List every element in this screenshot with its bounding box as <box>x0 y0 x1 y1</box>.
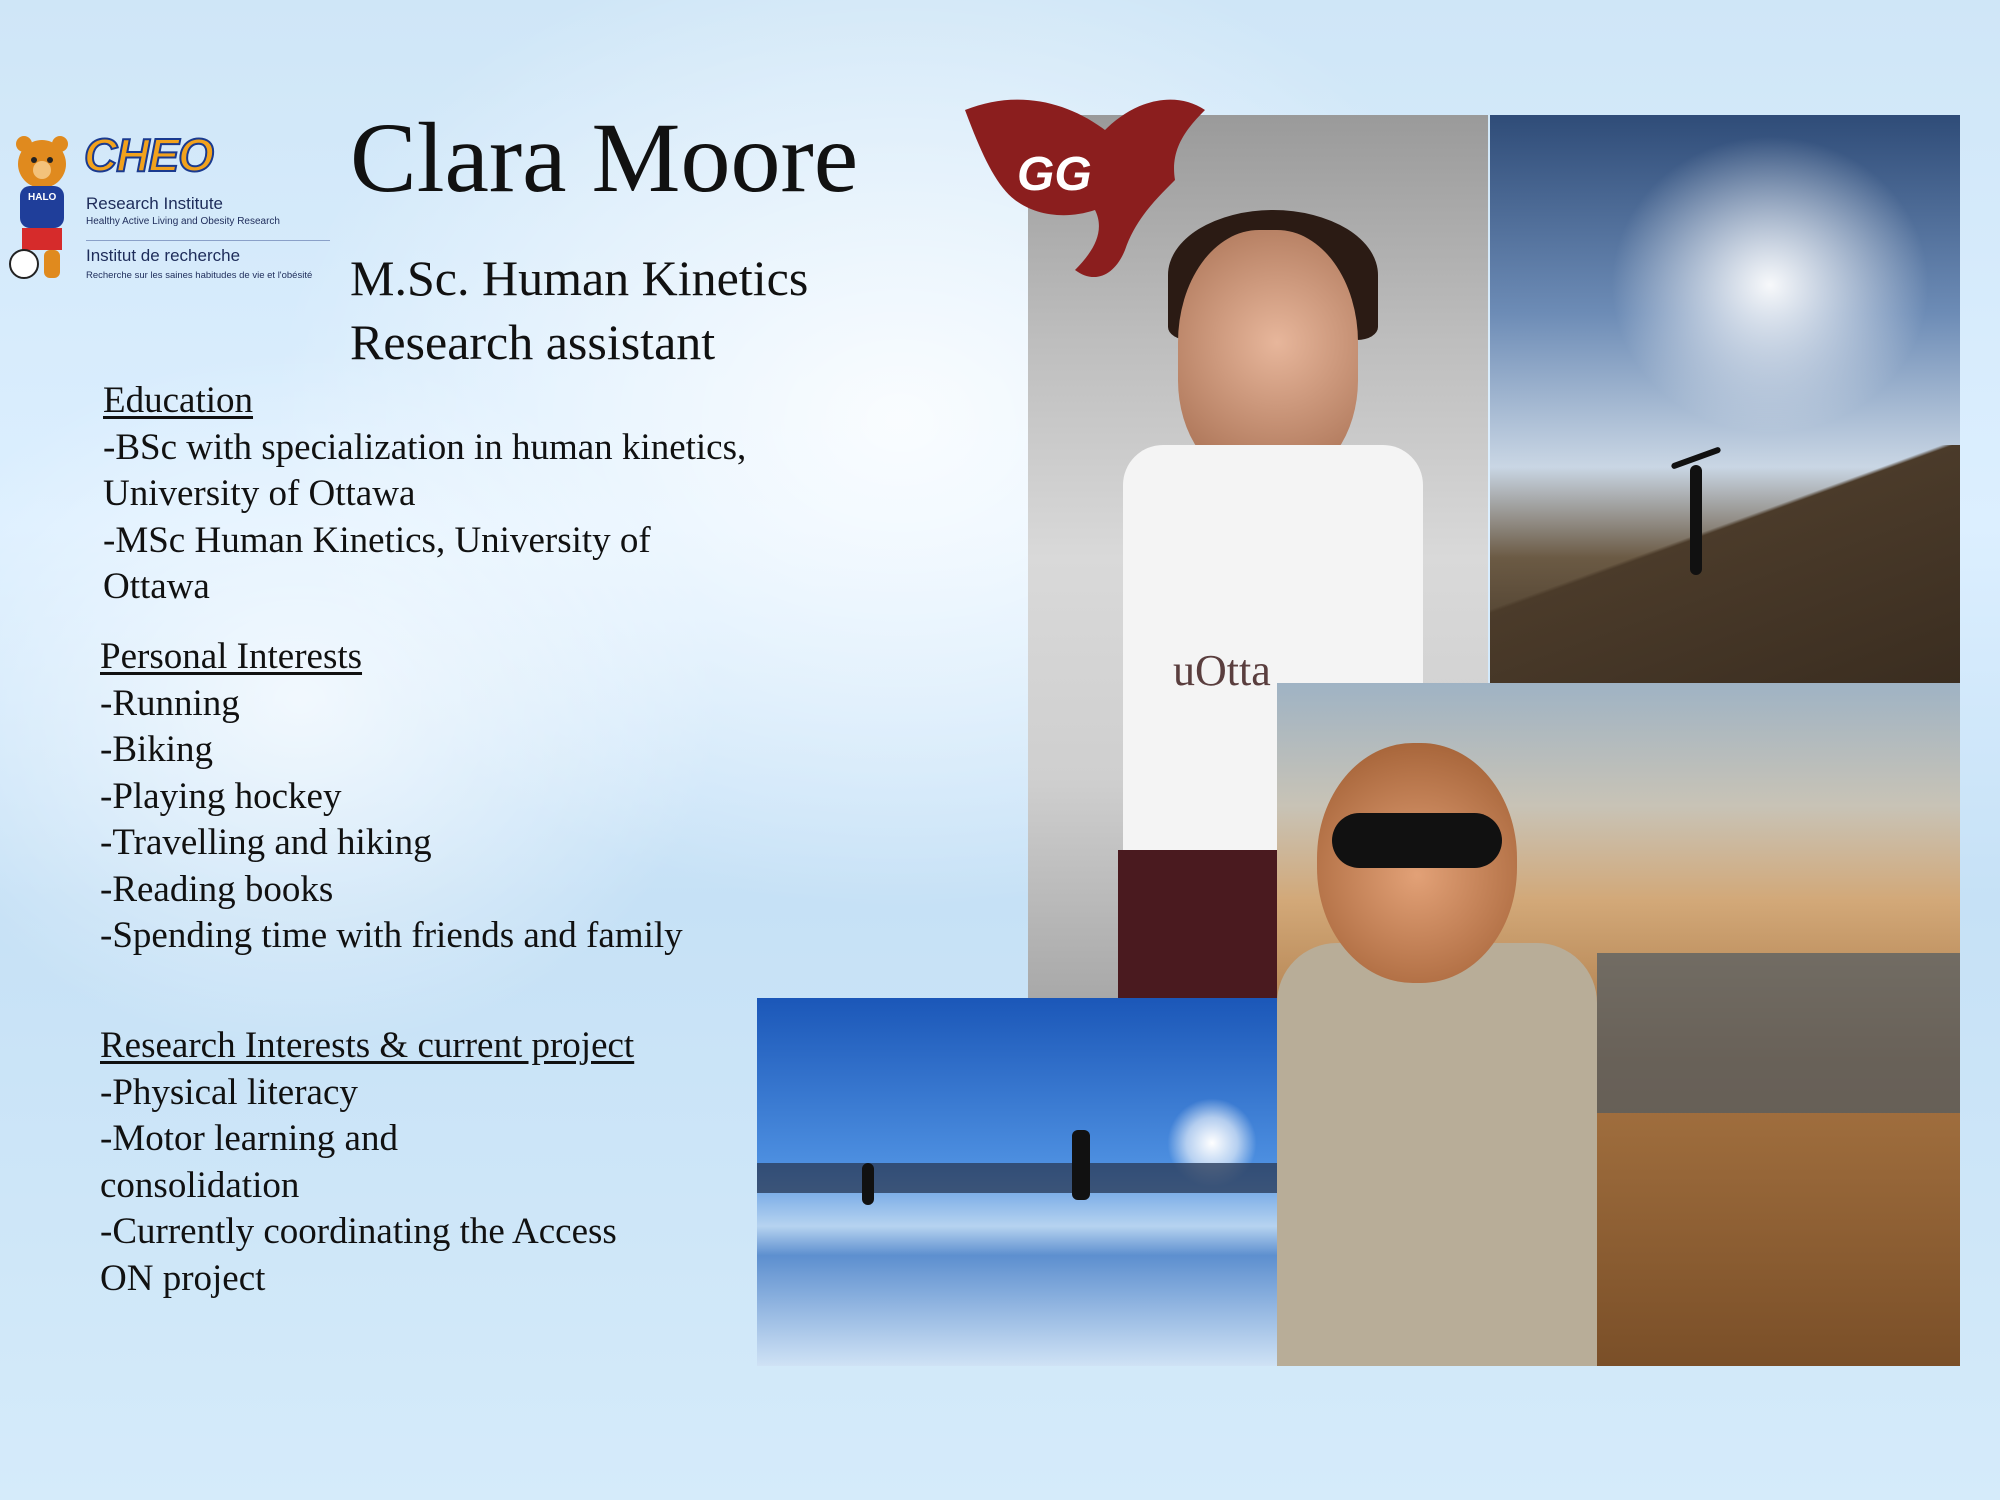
role-title: Research assistant <box>350 314 716 370</box>
personal-interests-section <box>100 634 683 960</box>
research-item: -Currently coordinating the Access <box>100 1211 617 1252</box>
mountain-hiker-photo <box>1490 115 1960 683</box>
education-line: Ottawa <box>103 566 210 607</box>
distant-hills <box>757 1163 1277 1193</box>
education-line: University of Ottawa <box>103 473 416 514</box>
research-item: -Motor learning and <box>100 1118 398 1159</box>
runner-shirt-text: uOtta <box>1173 646 1271 695</box>
interest-item: -Biking <box>100 729 214 770</box>
sunglasses <box>1332 813 1502 868</box>
mascot-label: HALO <box>28 192 57 203</box>
interest-item: -Spending time with friends and family <box>100 915 683 956</box>
logo-line-recherche: Recherche sur les saines habitudes de vie et l'obésité <box>86 270 313 281</box>
hockey-player-figure <box>1072 1130 1090 1200</box>
logo-line-research-institute: Research Institute <box>86 194 224 213</box>
gg-logo-text: GG <box>1017 148 1092 201</box>
logo-line-halo: Healthy Active Living and Obesity Research <box>86 216 280 227</box>
interest-item: -Travelling and hiking <box>100 822 432 863</box>
cheo-logo <box>2 128 332 288</box>
portrait-photo <box>1277 683 1960 1366</box>
interest-item: -Playing hockey <box>100 775 342 817</box>
research-item: -Physical literacy <box>100 1071 358 1113</box>
research-item: ON project <box>100 1257 266 1299</box>
research-interests-heading: Research Interests & current project <box>100 1025 635 1066</box>
portrait-cardigan <box>1277 943 1597 1366</box>
skater-figure <box>862 1163 874 1205</box>
person-name: Clara Moore <box>350 102 859 213</box>
halo-bear-mascot-icon <box>2 134 82 284</box>
hiker-figure <box>1690 465 1702 575</box>
title-block <box>350 246 808 374</box>
sea-background <box>1597 953 1960 1113</box>
education-section <box>103 378 746 611</box>
logo-line-institut: Institut de recherche <box>86 246 241 265</box>
education-heading: Education <box>103 380 254 421</box>
degree-title: M.Sc. Human Kinetics <box>350 250 809 306</box>
logo-divider <box>86 240 330 241</box>
logo-brand: CHEO <box>84 129 213 181</box>
cloud-shape <box>1610 135 1930 435</box>
education-line: -MSc Human Kinetics, University of <box>103 519 651 561</box>
research-interests-section <box>100 1023 634 1302</box>
education-line: -BSc with specialization in human kinetics, <box>103 426 747 468</box>
interest-item: -Reading books <box>100 868 334 910</box>
personal-interests-heading: Personal Interests <box>100 636 363 677</box>
ice-hockey-photo <box>757 998 1277 1366</box>
gee-gees-logo-icon <box>955 90 1215 290</box>
interest-item: -Running <box>100 682 240 724</box>
research-item: consolidation <box>100 1164 300 1206</box>
mountain-slope <box>1490 445 1960 683</box>
